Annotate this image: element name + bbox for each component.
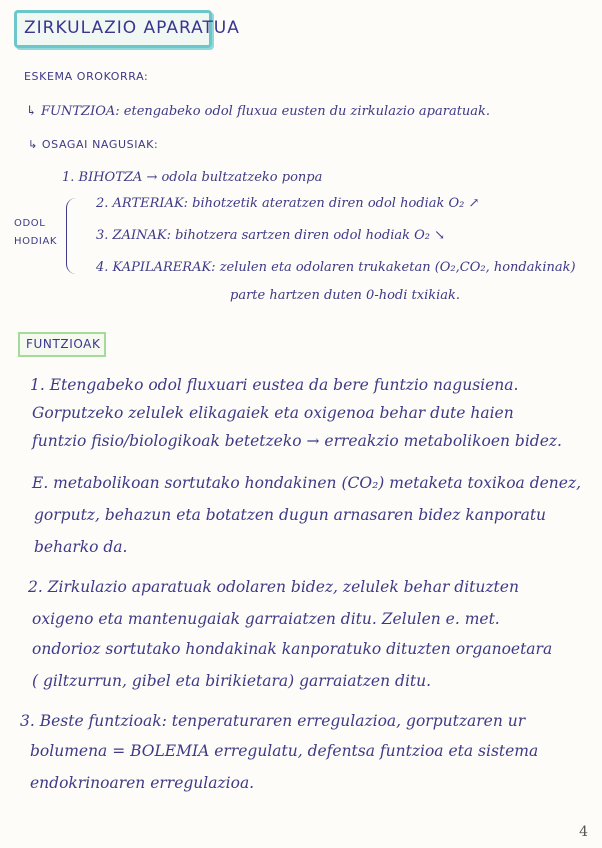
page-number: 4 [579,824,588,840]
page-title: ZIRKULAZIO APARATUA [24,18,240,38]
funtzioak-line-2: Gorputzeko zelulek elikagaiek eta oxigenoa behar dute haien [32,404,514,422]
component-item-1: 1. BIHOTZA → odola bultzatzeko ponpa [62,170,323,185]
funtzioak-line-3: funtzio fisio/biologikoak betetzeko → erreakzio metabolikoen bidez. [32,432,562,450]
component-item-3: 3. ZAINAK: bihotzera sartzen diren odol hodiak O₂ ↘ [96,228,446,243]
component-item-2: 2. ARTERIAK: bihotzetik ateratzen diren odol hodiak O₂ ↗ [96,196,480,211]
funtzioak-line-11: 3. Beste funtzioak: tenperaturaren erregulazioa, gorputzaren ur [20,712,526,730]
funtzioak-line-9: ondorioz sortutako hondakinak kanporatuko dituzten organoetara [32,640,553,658]
funtzioak-line-10: ( giltzurrun, gibel eta birikietara) garraiatzen ditu. [32,672,432,690]
brace-label-hodiak: HODIAK [14,236,58,247]
funtzioak-line-5: gorputz, behazun eta botatzen dugun arnasaren bidez kanporatu [34,506,547,524]
component-item-4-cont: parte hartzen duten 0-hodi txikiak. [230,288,461,303]
osagaiak-heading: ↳ OSAGAI NAGUSIAK: [28,138,159,151]
brace-label-odol: ODOL [14,218,46,229]
funtzioak-heading: FUNTZIOAK [26,337,101,351]
schema-heading: ESKEMA OROKORRA: [24,70,149,83]
funtzioak-line-4: E. metabolikoan sortutako hondakinen (CO₂) metaketa toxikoa denez, [32,474,582,492]
funtzioak-line-13: endokrinoaren erregulazioa. [30,774,255,792]
component-item-4: 4. KAPILARERAK: zelulen eta odolaren trukaketan (O₂,CO₂, hondakinak) [96,260,576,275]
funtzioak-line-6: beharko da. [34,538,128,556]
funtzioak-line-8: oxigeno eta mantenugaiak garraiatzen ditu. Zelulen e. met. [32,610,500,628]
funtzioak-line-1: 1. Etengabeko odol fluxuari eustea da bere funtzio nagusiena. [30,376,519,394]
funtzioak-line-7: 2. Zirkulazio aparatuak odolaren bidez, zelulek behar dituzten [28,578,519,596]
brace-bracket [66,198,81,274]
funtzioak-line-12: bolumena = BOLEMIA erregulatu, defentsa funtzioa eta sistema [30,742,539,760]
funtzioa-line: ↳ FUNTZIOA: etengabeko odol fluxua eusten du zirkulazio aparatuak. [26,104,491,119]
